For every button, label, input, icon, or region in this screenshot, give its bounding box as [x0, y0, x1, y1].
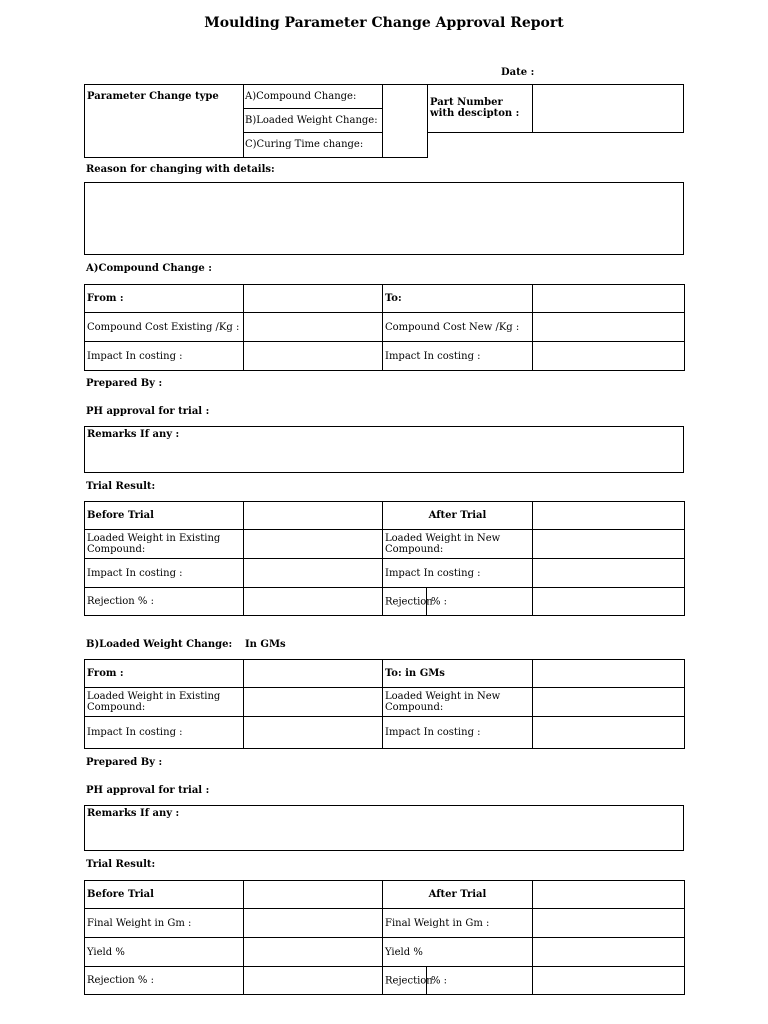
table-cell-label: To:: [383, 285, 533, 313]
table-cell-label: Compound Cost New /Kg :: [383, 313, 533, 342]
table-cell-input[interactable]: [533, 881, 685, 909]
table-cell-label: After Trial: [383, 881, 533, 909]
cell-divider: [426, 967, 427, 994]
option-curing-time-cell: [243, 132, 383, 158]
part-number-label-cell: [427, 84, 533, 133]
section-b-remarks-field[interactable]: [84, 805, 684, 851]
param-change-type-cell: [84, 84, 244, 158]
table-cell-input[interactable]: [244, 660, 383, 688]
table-cell-label: Rejection % :: [85, 967, 244, 995]
table-cell-label: Impact In costing :: [85, 559, 244, 588]
option-compound-change: A)Compound Change:: [245, 91, 357, 102]
report-title: Moulding Parameter Change Approval Report: [204, 15, 564, 31]
table-cell-input[interactable]: [533, 285, 685, 313]
section-a-prepared-by: Prepared By :: [86, 378, 163, 389]
option-compound-cell: [243, 84, 383, 109]
section-b-table: [84, 659, 685, 749]
table-cell-input[interactable]: [533, 909, 685, 938]
table-cell-input[interactable]: [533, 938, 685, 967]
rejection-percent-label: % :: [431, 975, 448, 986]
part-number-label: Part Number with descipton :: [430, 97, 520, 119]
part-number-field[interactable]: [532, 84, 684, 133]
cell-divider: [426, 588, 427, 615]
table-row: [85, 881, 685, 909]
table-cell-input[interactable]: [533, 342, 685, 371]
table-cell-label: Loaded Weight in Existing Compound:: [85, 530, 244, 559]
table-cell-label: Impact In costing :: [85, 342, 244, 371]
param-change-type-label: Parameter Change type: [87, 91, 219, 102]
table-row: [85, 559, 685, 588]
section-a-trial-table: [84, 501, 685, 616]
section-b-ph-approval: PH approval for trial :: [86, 785, 210, 796]
option-mark-cell[interactable]: [382, 84, 428, 158]
table-cell-label: Loaded Weight in New Compound:: [383, 688, 533, 717]
table-cell-input[interactable]: [533, 313, 685, 342]
section-b-trial-table: [84, 880, 685, 995]
rejection-split-cell: [383, 588, 533, 616]
table-cell-input[interactable]: [244, 967, 383, 995]
section-a-remarks-field[interactable]: [84, 426, 684, 473]
section-a-heading: A)Compound Change :: [86, 263, 212, 274]
table-cell-label: Before Trial: [85, 881, 244, 909]
table-cell-label: Final Weight in Gm :: [85, 909, 244, 938]
section-b-trial-result: Trial Result:: [86, 859, 156, 870]
table-cell-label: After Trial: [383, 502, 533, 530]
table-row: [85, 938, 685, 967]
table-cell-input[interactable]: [533, 502, 685, 530]
option-loaded-weight-change: B)Loaded Weight Change:: [245, 115, 378, 126]
table-row: [85, 530, 685, 559]
rejection-percent-label: % :: [431, 596, 448, 607]
date-label: Date :: [501, 67, 535, 78]
table-row: [85, 342, 685, 371]
table-cell-label: Loaded Weight in Existing Compound:: [85, 688, 244, 717]
section-a-ph-approval: PH approval for trial :: [86, 406, 210, 417]
table-row: [85, 285, 685, 313]
table-cell-input[interactable]: [533, 688, 685, 717]
table-cell-label: Compound Cost Existing /Kg :: [85, 313, 244, 342]
table-cell-input[interactable]: [244, 313, 383, 342]
section-b-prepared-by: Prepared By :: [86, 757, 163, 768]
table-cell-input[interactable]: [244, 588, 383, 616]
rejection-label: Rejection: [385, 975, 433, 986]
table-cell-input[interactable]: [244, 909, 383, 938]
section-a-trial-result: Trial Result:: [86, 481, 156, 492]
table-cell-label: Yield %: [383, 938, 533, 967]
reason-field[interactable]: [84, 182, 684, 255]
table-row: [85, 588, 685, 616]
section-a-remarks-label: Remarks If any :: [87, 429, 180, 440]
table-cell-label: Impact In costing :: [383, 342, 533, 371]
table-cell-label: Yield %: [85, 938, 244, 967]
table-cell-label: Impact In costing :: [85, 717, 244, 749]
rejection-split-cell: [383, 967, 533, 995]
section-b-heading: B)Loaded Weight Change:: [86, 639, 233, 650]
table-cell-input[interactable]: [533, 717, 685, 749]
table-row: [85, 967, 685, 995]
table-cell-label: Rejection % :: [85, 588, 244, 616]
table-cell-input[interactable]: [244, 285, 383, 313]
table-cell-input[interactable]: [244, 502, 383, 530]
table-cell-input[interactable]: [244, 342, 383, 371]
table-cell-label: To: in GMs: [383, 660, 533, 688]
table-row: [85, 313, 685, 342]
table-cell-input[interactable]: [533, 530, 685, 559]
table-cell-label: Impact In costing :: [383, 559, 533, 588]
table-row: [85, 660, 685, 688]
section-b-remarks-label: Remarks If any :: [87, 808, 180, 819]
table-cell-input[interactable]: [533, 588, 685, 616]
section-a-table: [84, 284, 685, 371]
option-loaded-weight-cell: [243, 108, 383, 133]
option-curing-time-change: C)Curing Time change:: [245, 139, 364, 150]
rejection-label: Rejection: [385, 596, 433, 607]
table-cell-input[interactable]: [244, 530, 383, 559]
table-cell-label: Impact In costing :: [383, 717, 533, 749]
table-cell-input[interactable]: [244, 881, 383, 909]
table-cell-input[interactable]: [244, 938, 383, 967]
table-cell-input[interactable]: [533, 967, 685, 995]
table-cell-input[interactable]: [533, 660, 685, 688]
table-cell-input[interactable]: [244, 717, 383, 749]
table-row: [85, 717, 685, 749]
reason-label: Reason for changing with details:: [86, 164, 275, 175]
table-cell-input[interactable]: [533, 559, 685, 588]
table-cell-label: Before Trial: [85, 502, 244, 530]
table-cell-label: Loaded Weight in New Compound:: [383, 530, 533, 559]
table-row: [85, 688, 685, 717]
table-row: [85, 909, 685, 938]
table-cell-label: From :: [85, 285, 244, 313]
table-cell-input[interactable]: [244, 688, 383, 717]
table-cell-input[interactable]: [244, 559, 383, 588]
section-b-unit: In GMs: [245, 639, 286, 650]
table-row: [85, 502, 685, 530]
table-cell-label: From :: [85, 660, 244, 688]
table-cell-label: Final Weight in Gm :: [383, 909, 533, 938]
